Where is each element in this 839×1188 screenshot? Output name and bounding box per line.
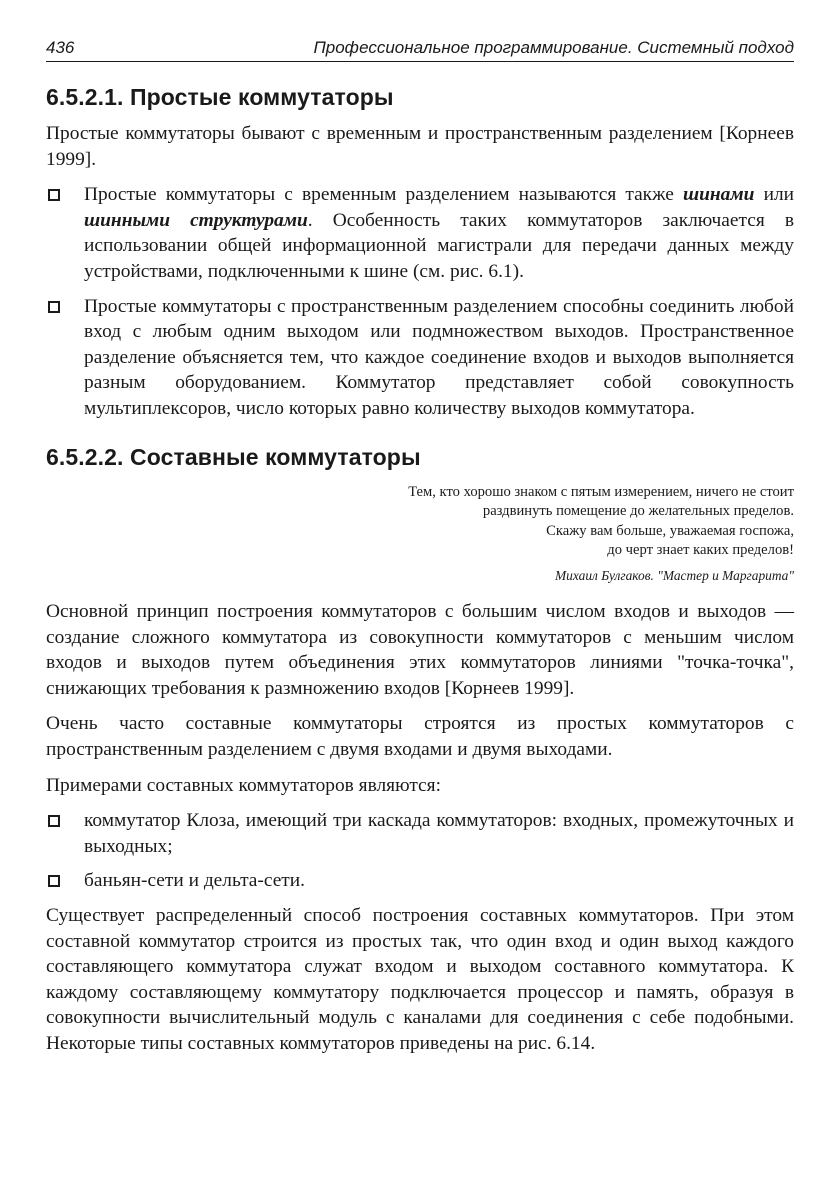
epigraph-line: Тем, кто хорошо знаком с пятым измерением, ничего не стоит	[408, 483, 794, 500]
paragraph-intro: Простые коммутаторы бывают с временным и пространственным разделением [Корнеев 1999].	[46, 123, 794, 170]
section-heading-simple-switches: 6.5.2.1. Простые коммутаторы	[46, 84, 394, 110]
list-item-text: баньян-сети и дельта-сети.	[84, 870, 305, 892]
paragraph: Основной принцип построения коммутаторов с большим числом входов и выходов — создание сложного коммутатора из совокупности коммутаторов с меньшим числом входов и выходов путем объединения этих коммутаторов линиями "точка-точка", снижающих требования к размножению входов [Корнеев 1999].	[46, 601, 794, 699]
epigraph	[46, 483, 794, 586]
list-item-text: коммутатор Клоза, имеющий три каскада коммутаторов: входных, промежуточных и выходных;	[84, 810, 794, 857]
epigraph-line: до черт знает каких пределов!	[607, 542, 794, 559]
paragraph: Существует распределенный способ построения составных коммутаторов. При этом составной коммутатор строится из простых так, что один вход и один выход каждого составляющего коммутатора служат входом и выходом составного коммутатора. К каждому составляющему коммутатору подключается процессор и память, образуя в совокупности вычислительный модуль с каналами для соединения с себе подобными. Некоторые типы составных коммутаторов приведены на рис. 6.14.	[46, 904, 794, 1054]
section-heading-composite-switches: 6.5.2.2. Составные коммутаторы	[46, 443, 421, 470]
list-item-text: Простые коммутаторы с пространственным разделением способны соединить любой вход с любым одним выходом или подмножеством выходов. Пространственное разделение объясняется тем, что каждое соединение входов и выходов выполняется разным оборудованием. Коммутатор представляет собой совокупность мультиплексоров, число которых равно количеству выходов коммутатора.	[84, 295, 794, 419]
paragraph: Примерами составных коммутаторов являются:	[46, 774, 441, 796]
checkbox-bullet-icon	[48, 301, 60, 313]
list-item	[46, 808, 794, 859]
paragraph: Очень часто составные коммутаторы строятся из простых коммутаторов с пространственным разделением с двумя входами и двумя выходами.	[46, 713, 794, 760]
emphasis-term: шинами	[682, 184, 755, 206]
emphasis-term: шинными структурами	[84, 209, 308, 231]
epigraph-author: Михаил Булгаков. "Мастер и Маргарита"	[555, 567, 794, 583]
page-number: 436	[46, 38, 75, 57]
list-item	[46, 868, 794, 894]
book-title: Профессиональное программирование. Системный подход	[313, 38, 794, 57]
epigraph-line: Скажу вам больше, уважаемая госпожа,	[546, 522, 794, 539]
list-item	[46, 294, 794, 422]
checkbox-bullet-icon	[48, 815, 60, 827]
book-page	[46, 38, 794, 1067]
checkbox-bullet-icon	[48, 189, 60, 201]
checkbox-bullet-icon	[48, 875, 60, 887]
list-item-text: Простые коммутаторы с временным разделением называются также шинами или шинными структурами. Особенность таких коммутаторов заключается в использовании общей информационной магистрали для передачи данных между устройствами, подключенными к шине (см. рис. 6.1).	[84, 184, 794, 282]
list-item	[46, 182, 794, 284]
running-header	[46, 38, 794, 62]
epigraph-line: раздвинуть помещение до желательных пределов.	[482, 503, 794, 520]
